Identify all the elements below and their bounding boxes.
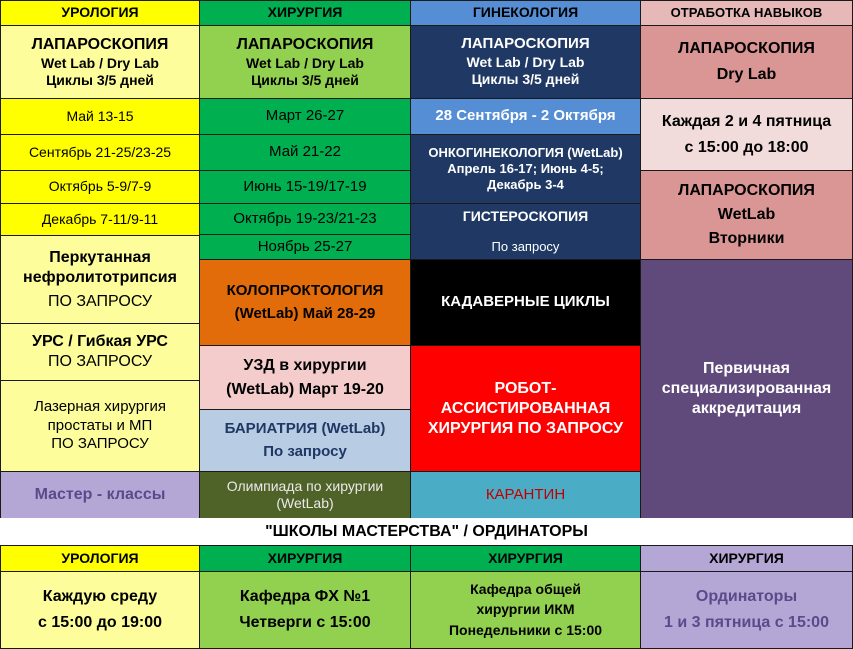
gyn-hysteroscopy: ГИСТЕРОСКОПИЯ По запросу <box>410 203 641 260</box>
urology-date-4: Декабрь 7-11/9-11 <box>0 203 200 236</box>
schools-title: "ШКОЛЫ МАСТЕРСТВА" / ОРДИНАТОРЫ <box>0 518 853 546</box>
bottom-header-urology: УРОЛОГИЯ <box>0 545 200 572</box>
urology-laser: Лазерная хирургия простаты и МП ПО ЗАПРОСУ <box>0 380 200 472</box>
header-gynecology: ГИНЕКОЛОГИЯ <box>410 0 641 26</box>
gyn-date: 28 Сентября - 2 Октября <box>410 98 641 135</box>
surgery-ultrasound: УЗД в хирургии (WetLab) Март 19-20 <box>199 345 411 410</box>
header-surgery: ХИРУРГИЯ <box>199 0 411 26</box>
header-urology: УРОЛОГИЯ <box>0 0 200 26</box>
gyn-robotic: РОБОТ- АССИСТИРОВАННАЯ ХИРУРГИЯ ПО ЗАПРОСУ <box>410 345 641 472</box>
skills-laparoscopy-wet: ЛАПАРОСКОПИЯ WetLab Вторники <box>640 170 853 260</box>
gyn-oncogynecology: ОНКОГИНЕКОЛОГИЯ (WetLab) Апрель 16-17; Июнь 4-5; Декабрь 3-4 <box>410 134 641 204</box>
school-ikm: Кафедра общей хирургии ИКМ Понедельники с 15:00 <box>410 571 641 649</box>
urology-date-1: Май 13-15 <box>0 98 200 135</box>
urology-laparoscopy: ЛАПАРОСКОПИЯ Wet Lab / Dry Lab Циклы 3/5 дней <box>0 25 200 99</box>
skills-laparoscopy-dry: ЛАПАРОСКОПИЯ Dry Lab <box>640 25 853 99</box>
skills-accreditation: Первичная специализированная аккредитация <box>640 259 853 519</box>
surgery-date-4: Октябрь 19-23/21-23 <box>199 203 411 235</box>
bottom-header-surgery-2: ХИРУРГИЯ <box>410 545 641 572</box>
surgery-olympiad: Олимпиада по хирургии (WetLab) <box>199 471 411 519</box>
header-skills: ОТРАБОТКА НАВЫКОВ <box>640 0 853 26</box>
master-classes: Мастер - классы <box>0 471 200 519</box>
surgery-date-1: Март 26-27 <box>199 98 411 135</box>
school-residents: Ординаторы 1 и 3 пятница с 15:00 <box>640 571 853 649</box>
school-urology: Каждую среду с 15:00 до 19:00 <box>0 571 200 649</box>
urology-date-2: Сентябрь 21-25/23-25 <box>0 134 200 171</box>
skills-schedule: Каждая 2 и 4 пятница с 15:00 до 18:00 <box>640 98 853 171</box>
bottom-header-surgery-1: ХИРУРГИЯ <box>199 545 411 572</box>
gyn-cadaver-cycles: КАДАВЕРНЫЕ ЦИКЛЫ <box>410 259 641 346</box>
gyn-laparoscopy: ЛАПАРОСКОПИЯ Wet Lab / Dry Lab Циклы 3/5 дней <box>410 25 641 99</box>
urology-percutaneous: Перкутанная нефролитотрипсия ПО ЗАПРОСУ <box>0 235 200 324</box>
surgery-date-3: Июнь 15-19/17-19 <box>199 170 411 204</box>
urology-date-3: Октябрь 5-9/7-9 <box>0 170 200 204</box>
surgery-bariatrics: БАРИАТРИЯ (WetLab) По запросу <box>199 409 411 472</box>
surgery-coloproctology: КОЛОПРОКТОЛОГИЯ (WetLab) Май 28-29 <box>199 259 411 346</box>
surgery-date-2: Май 21-22 <box>199 134 411 171</box>
bottom-header-surgery-3: ХИРУРГИЯ <box>640 545 853 572</box>
surgery-date-5: Ноябрь 25-27 <box>199 234 411 260</box>
surgery-laparoscopy: ЛАПАРОСКОПИЯ Wet Lab / Dry Lab Циклы 3/5 дней <box>199 25 411 99</box>
urology-urs: УРС / Гибкая УРС ПО ЗАПРОСУ <box>0 323 200 381</box>
school-fh1: Кафедра ФХ №1 Четверги с 15:00 <box>199 571 411 649</box>
gyn-quarantine: КАРАНТИН <box>410 471 641 519</box>
